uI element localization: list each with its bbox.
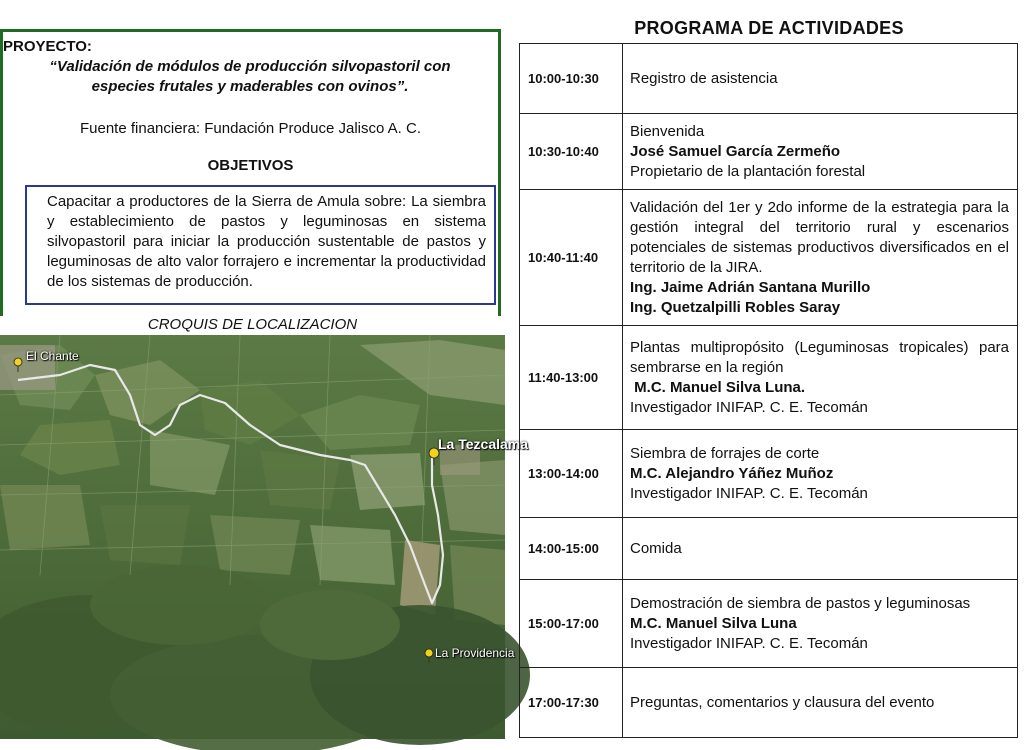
schedule-activity (623, 190, 1018, 326)
schedule-row (520, 44, 1018, 114)
schedule-time: 15:00-17:00 (520, 580, 623, 668)
activity-text: Investigador INIFAP. C. E. Tecomán (630, 634, 868, 652)
activity-text: Plantas multipropósito (Leguminosas tropicales) para sembrarse en la región (630, 338, 1009, 376)
speaker-name: M.C. Manuel Silva Luna (630, 614, 797, 632)
funding-source: Fuente financiera: Fundación Produce Jalisco A. C. (79, 120, 422, 137)
speaker-name: M.C. Alejandro Yáñez Muñoz (630, 464, 834, 482)
schedule-activity (623, 668, 1018, 738)
schedule-time: 17:00-17:30 (520, 668, 623, 738)
schedule-time: 11:40-13:00 (520, 326, 623, 430)
schedule-activity (623, 114, 1018, 190)
speaker-name: Ing. Quetzalpilli Robles Saray (630, 298, 841, 316)
map-label-el-chante: El Chante (26, 349, 79, 363)
project-heading: PROYECTO: (3, 38, 92, 55)
objectives-heading: OBJETIVOS (207, 157, 294, 174)
schedule-time: 10:30-10:40 (520, 114, 623, 190)
schedule-row (520, 430, 1018, 518)
satellite-map-image (0, 335, 505, 739)
project-title: “Validación de módulos de producción silvopastoril con especies frutales y maderables con ovinos”. (49, 58, 451, 95)
objectives-text: Capacitar a productores de la Sierra de Amula sobre: La siembra y establecimiento de pastos y leguminosas en sistema silvopastoril para iniciar la producción sustentable de pastos y leguminosas de alto valor forrajero e incrementar la productividad de los sistemas de producción. (47, 193, 486, 290)
schedule-activity (623, 44, 1018, 114)
schedule-row (520, 668, 1018, 738)
activity-text: Preguntas, comentarios y clausura del evento (630, 693, 935, 711)
activity-text: Investigador INIFAP. C. E. Tecomán (630, 398, 868, 416)
schedule-row (520, 114, 1018, 190)
speaker-name: Ing. Jaime Adrián Santana Murillo (630, 278, 871, 296)
map-label-la-tezcalama: La Tezcalama (438, 436, 529, 452)
activity-text: Propietario de la plantación forestal (630, 162, 866, 180)
activity-text: Bienvenida (630, 122, 705, 140)
schedule-row (520, 326, 1018, 430)
schedule-activity (623, 580, 1018, 668)
program-title: PROGRAMA DE ACTIVIDADES (634, 18, 904, 38)
project-info-panel (0, 29, 501, 329)
activity-text: Validación del 1er y 2do informe de la estrategia para la gestión integral del territorio rural y escenarios potenciales de sistemas productivos diversificados en el territorio de la JIRA. (630, 198, 1009, 276)
speaker-name: M.C. Manuel Silva Luna. (630, 378, 806, 396)
map-label-la-providencia: La Providencia (435, 646, 515, 660)
schedule-activity (623, 430, 1018, 518)
location-map (0, 335, 529, 739)
objectives-box (25, 185, 496, 305)
schedule-time: 14:00-15:00 (520, 518, 623, 580)
schedule-activity (623, 518, 1018, 580)
activity-text: Siembra de forrajes de corte (630, 444, 820, 462)
map-heading: CROQUIS DE LOCALIZACION (0, 316, 505, 333)
schedule-table (519, 43, 1018, 738)
activity-text: Investigador INIFAP. C. E. Tecomán (630, 484, 868, 502)
speaker-name: José Samuel García Zermeño (630, 142, 841, 160)
schedule-time: 10:40-11:40 (520, 190, 623, 326)
schedule-row (520, 580, 1018, 668)
schedule-row (520, 518, 1018, 580)
activity-text: Demostración de siembra de pastos y leguminosas (630, 594, 971, 612)
activity-text: Comida (630, 539, 682, 557)
schedule-row (520, 190, 1018, 326)
activity-text: Registro de asistencia (630, 69, 778, 87)
schedule-activity (623, 326, 1018, 430)
schedule-time: 13:00-14:00 (520, 430, 623, 518)
schedule-time: 10:00-10:30 (520, 44, 623, 114)
